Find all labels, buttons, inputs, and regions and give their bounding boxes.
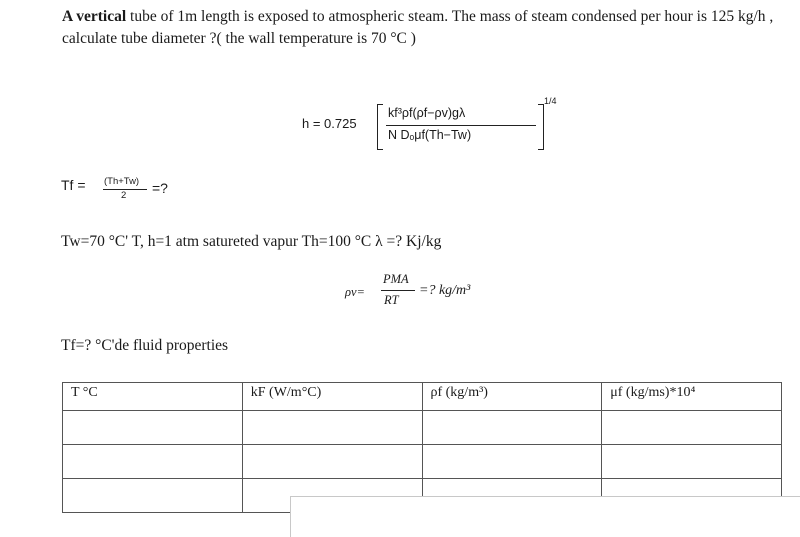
header-temperature: T °C xyxy=(63,383,243,411)
table-row xyxy=(63,445,782,479)
h-formula-fraction-bar xyxy=(386,125,536,126)
problem-bold-lead: A vertical xyxy=(62,8,127,25)
rho-formula-lhs: ρv= xyxy=(345,285,365,299)
table-header-row xyxy=(63,383,782,411)
table-cell xyxy=(63,445,243,479)
rho-formula-rhs: =? kg/m³ xyxy=(419,283,471,298)
table-cell xyxy=(422,411,602,445)
header-thermal-conductivity: kF (W/m°C) xyxy=(242,383,422,411)
table-cell xyxy=(242,411,422,445)
table-cell xyxy=(602,445,782,479)
rho-formula-fraction-bar xyxy=(381,290,415,291)
table-cell xyxy=(602,411,782,445)
problem-text: tube of 1m length is exposed to atmospheric steam. The mass of steam condensed per hour is 125 kg/h , calculate tube diameter ?( the wall temperature is 70 °C ) xyxy=(62,8,774,47)
rho-formula-denominator: RT xyxy=(384,293,399,307)
h-formula-exponent: 1/4 xyxy=(544,96,557,106)
h-formula-lhs: h = 0.725 xyxy=(302,116,357,131)
left-bracket xyxy=(377,104,383,150)
header-density: ρf (kg/m³) xyxy=(422,383,602,411)
table-cell xyxy=(242,445,422,479)
tf-formula-numerator: (Th+Tw) xyxy=(104,176,140,187)
right-bracket xyxy=(538,104,544,150)
given-conditions: Tw=70 °C' T, h=1 atm satureted vapur Th=100 °C λ =? Kj/kg xyxy=(61,233,442,250)
tf-formula-rhs: =? xyxy=(152,180,168,196)
table-cell xyxy=(422,445,602,479)
table-cell xyxy=(63,411,243,445)
h-formula-numerator: kf³ρf(ρf−ρv)gλ xyxy=(388,106,466,120)
tf-formula-denominator: 2 xyxy=(121,190,127,201)
problem-statement xyxy=(62,6,792,50)
h-formula-denominator: N Dₒμf(Th−Tw) xyxy=(388,128,472,142)
fluid-properties-note: Tf=? °C'de fluid properties xyxy=(61,337,229,354)
header-viscosity: μf (kg/ms)*10⁴ xyxy=(602,383,782,411)
tf-formula-lhs: Tf = xyxy=(61,177,86,193)
rho-formula-numerator: PMA xyxy=(383,272,409,286)
table-row xyxy=(63,411,782,445)
overlay-panel xyxy=(290,496,800,537)
table-cell xyxy=(63,479,243,513)
fluid-properties-table xyxy=(62,382,782,513)
